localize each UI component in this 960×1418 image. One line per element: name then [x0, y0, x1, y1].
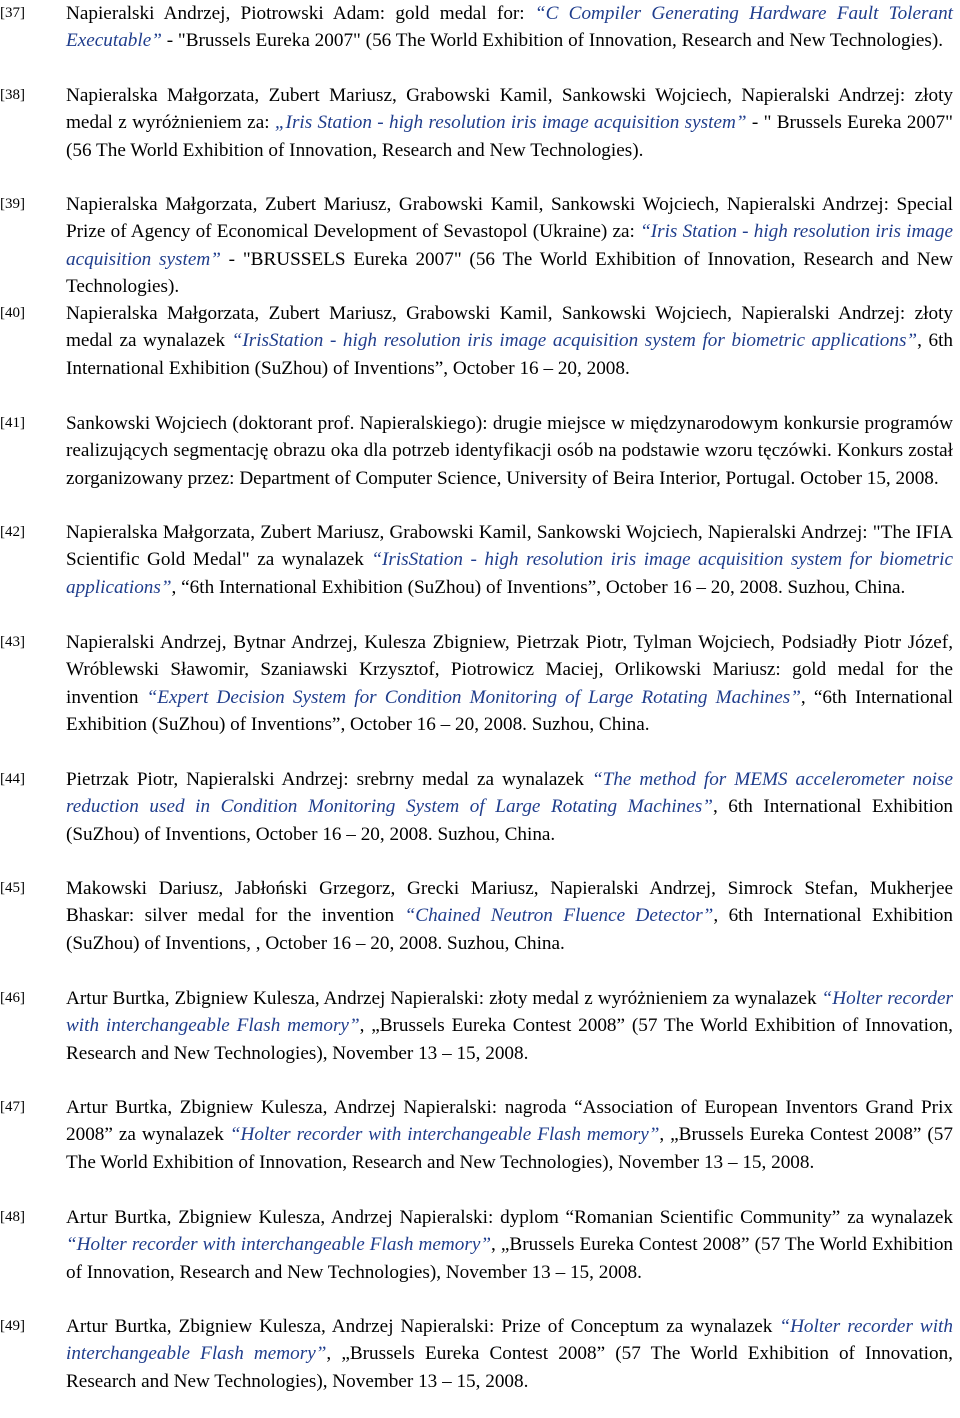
reference-text-part: Artur Burtka, Zbigniew Kulesza, Andrzej Napieralski: dyplom “Romanian Scientific Community” za wynalazek [66, 1207, 953, 1228]
invention-title: “IrisStation - high resolution iris image acquisition system for biometric applications” [66, 549, 953, 598]
reference-text [66, 1094, 953, 1176]
reference-text [66, 519, 953, 601]
reference-text-part: , „Brussels Eureka Contest 2008” (57 The World Exhibition of Innovation, Research and New Technologies), November 13 – 15, 2008. [66, 1015, 953, 1064]
reference-text-part: Napieralska Małgorzata, Zubert Mariusz, Grabowski Kamil, Sankowski Wojciech, Napieralski Andrzej: złoty medal za wynalazek [66, 303, 953, 352]
reference-text [66, 191, 953, 300]
reference-number: [47] [0, 1099, 25, 1115]
reference-number: [43] [0, 634, 25, 650]
reference-number: [45] [0, 880, 25, 896]
invention-title: „Iris Station - high resolution iris image acquisition system” [274, 112, 747, 134]
reference-text-part: , 6th International Exhibition (SuZhou) of Inventions”, October 16 – 20, 2008. [66, 330, 953, 379]
invention-title: “Iris Station - high resolution iris image acquisition system” [66, 221, 953, 270]
reference-text [66, 1313, 953, 1395]
reference-text-part: - "Brussels Eureka 2007" (56 The World Exhibition of Innovation, Research and New Technologies). [161, 30, 944, 52]
reference-number: [37] [0, 5, 25, 21]
reference-text-part: - " Brussels Eureka 2007" (56 The World Exhibition of Innovation, Research and New Technologies). [66, 112, 954, 161]
invention-title: “Holter recorder with interchangeable Flash memory” [66, 1316, 953, 1365]
reference-text-part: Napieralski Andrzej, Piotrowski Adam: gold medal for: [66, 3, 535, 24]
reference-text-part: Sankowski Wojciech (doktorant prof. Napieralskiego): drugie miejsce w międzynarodowym konkursie programów realizujących segmentację obrazu oka dla potrzeb identyfikacji osób na podstawie wzoru tęczówki. Konkurs został zorganizowany przez: Department of Computer Science, University of Beira Interior, Portugal. October 15, 2008. [66, 413, 953, 489]
invention-title: “Holter recorder with interchangeable Flash memory” [66, 1234, 492, 1256]
reference-text [66, 875, 953, 957]
invention-title: “The method for MEMS accelerometer noise reduction used in Condition Monitoring System of Large Rotating Machines” [66, 769, 953, 818]
reference-text [66, 300, 953, 382]
reference-text-part: , „Brussels Eureka Contest 2008” (57 The World Exhibition of Innovation, Research and New Technologies), November 13 – 15, 2008. [66, 1124, 953, 1173]
reference-text-part: , 6th International Exhibition (SuZhou) of Inventions, October 16 – 20, 2008. Suzhou, China. [66, 796, 954, 845]
reference-text-part: Napieralska Małgorzata, Zubert Mariusz, Grabowski Kamil, Sankowski Wojciech, Napieralski Andrzej: "The IFIA Scientific Gold Medal" za wynalazek [66, 522, 953, 571]
invention-title: “C Compiler Generating Hardware Fault Tolerant Executable” [66, 3, 954, 52]
reference-text-part: Napieralska Małgorzata, Zubert Mariusz, Grabowski Kamil, Sankowski Wojciech, Napieralski Andrzej: Special Prize of Agency of Economical Development of Sevastopol (Ukraine) za: [66, 194, 953, 243]
reference-number: [42] [0, 524, 25, 540]
reference-number: [41] [0, 415, 25, 431]
reference-number: [49] [0, 1318, 25, 1334]
reference-text-part: Artur Burtka, Zbigniew Kulesza, Andrzej Napieralski: Prize of Conceptum za wynalazek [66, 1316, 780, 1337]
reference-text-part: , “6th International Exhibition (SuZhou) of Inventions”, October 16 – 20, 2008. Suzhou, China. [66, 686, 953, 735]
reference-text-part: Makowski Dariusz, Jabłoński Grzegorz, Grecki Mariusz, Napieralski Andrzej, Simrock Stefan, Mukherjee Bhaskar: silver medal for the invention [66, 878, 953, 927]
reference-number: [40] [0, 305, 25, 321]
reference-number: [39] [0, 196, 25, 212]
invention-title: “Holter recorder with interchangeable Flash memory” [229, 1124, 660, 1146]
reference-text-part: Napieralska Małgorzata, Zubert Mariusz, Grabowski Kamil, Sankowski Wojciech, Napieralski Andrzej: złoty medal z wyróżnieniem za: [66, 85, 953, 134]
invention-title: “Chained Neutron Fluence Detector” [404, 905, 714, 927]
reference-text-part: , 6th International Exhibition (SuZhou) of Inventions, , October 16 – 20, 2008. Suzhou, China. [66, 905, 953, 954]
reference-text [66, 1204, 953, 1286]
reference-number: [38] [0, 87, 25, 103]
reference-text [66, 82, 953, 164]
reference-text-part: Napieralski Andrzej, Bytnar Andrzej, Kulesza Zbigniew, Pietrzak Piotr, Tylman Wojciech, Podsiadły Piotr Józef, Wróblewski Sławomir, Szaniawski Krzysztof, Piotrowicz Maciej, Orlikowski Mariusz: gold medal for the invention [66, 632, 953, 708]
reference-text-part: , „Brussels Eureka Contest 2008” (57 The World Exhibition of Innovation, Research and New Technologies), November 13 – 15, 2008. [66, 1234, 954, 1283]
reference-text [66, 629, 953, 738]
reference-text [66, 0, 953, 55]
reference-number: [44] [0, 771, 25, 787]
reference-text-part: Artur Burtka, Zbigniew Kulesza, Andrzej Napieralski: złoty medal z wyróżnieniem za wynalazek [66, 988, 822, 1009]
reference-text [66, 766, 953, 848]
reference-text [66, 410, 953, 492]
invention-title: “Holter recorder with interchangeable Flash memory” [66, 988, 954, 1037]
reference-text-part: , “6th International Exhibition (SuZhou) of Inventions”, October 16 – 20, 2008. Suzhou, China. [171, 576, 906, 598]
reference-text-part: Artur Burtka, Zbigniew Kulesza, Andrzej Napieralski: nagroda “Association of European Inventors Grand Prix 2008” za wynalazek [66, 1097, 953, 1146]
reference-number: [48] [0, 1209, 25, 1225]
reference-text-part: , „Brussels Eureka Contest 2008” (57 The World Exhibition of Innovation, Research and New Technologies), November 13 – 15, 2008. [66, 1343, 953, 1392]
reference-text-part: - "BRUSSELS Eureka 2007" (56 The World Exhibition of Innovation, Research and New Technologies). [66, 248, 954, 297]
invention-title: “Expert Decision System for Condition Monitoring of Large Rotating Machines” [146, 686, 801, 708]
invention-title: “IrisStation - high resolution iris image acquisition system for biometric applications” [231, 330, 918, 352]
reference-number: [46] [0, 990, 25, 1006]
reference-text [66, 985, 953, 1067]
reference-text-part: Pietrzak Piotr, Napieralski Andrzej: srebrny medal za wynalazek [66, 769, 592, 790]
